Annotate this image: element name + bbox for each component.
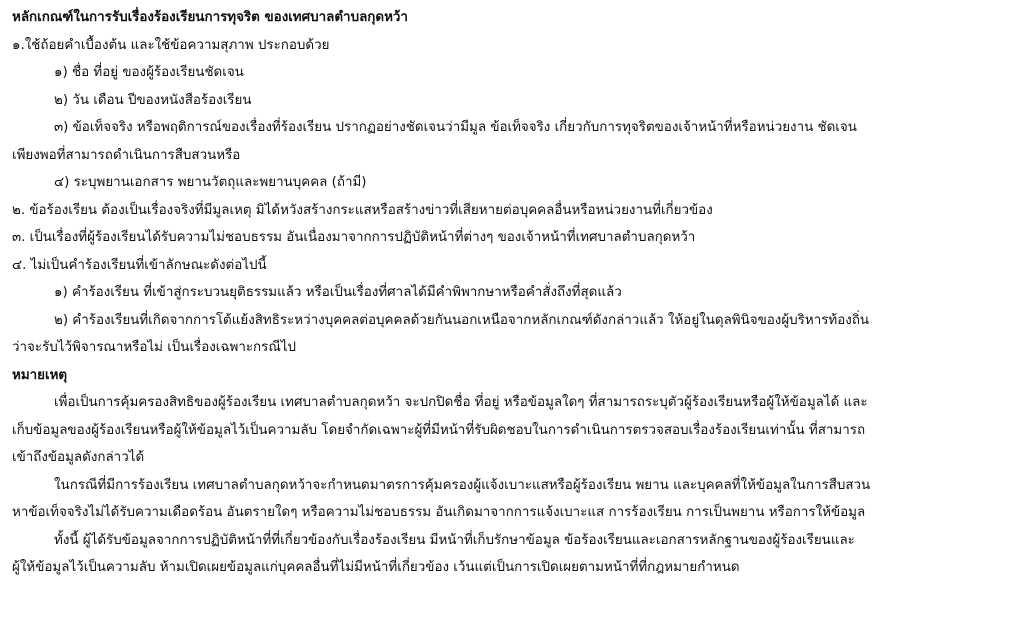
- criterion-4-2-continued: ว่าจะรับไว้พิจารณาหรือไม่ เป็นเรื่องเฉพาะกรณีไป: [12, 340, 297, 355]
- note-paragraph-2-continued: หาข้อเท็จจริงไม่ได้รับความเดือดร้อน อันตรายใดๆ หรือความไม่ชอบธรรม อันเกิดมาจากการแจ้งเบาะแส การร้องเรียน การเป็นพยาน หรือการให้ข้อมูล: [12, 505, 866, 520]
- criterion-1-3: ๓) ข้อเท็จจริง หรือพฤติการณ์ของเรื่องที่ร้องเรียน ปรากฏอย่างชัดเจนว่ามีมูล ข้อเท็จจริง เกี่ยวกับการทุจริตของเจ้าหน้าที่หรือหน่วยงาน ชัดเจน: [54, 120, 857, 135]
- note-heading: หมายเหตุ: [12, 367, 68, 383]
- criterion-4-2: ๒) คำร้องเรียนที่เกิดจากการโต้แย้งสิทธิระหว่างบุคคลต่อบุคคลด้วยกันนอกเหนือจากหลักเกณฑ์ดังกล่าวแล้ว ให้อยู่ในดุลพินิจของผู้บริหารท้องถิ่น: [54, 312, 870, 328]
- criterion-3: ๓. เป็นเรื่องที่ผู้ร้องเรียนได้รับความไม่ชอบธรรม อันเนื่องมาจากการปฏิบัติหน้าที่ต่างๆ ของเจ้าหน้าที่เทศบาลตำบลกุดหว้า: [12, 230, 696, 245]
- criterion-4-1: ๑) คำร้องเรียน ที่เข้าสู่กระบวนยุติธรรมแล้ว หรือเป็นเรื่องที่ศาลได้มีคำพิพากษาหรือคำสั่งถึงที่สุดแล้ว: [54, 285, 622, 300]
- note-paragraph-1: เพื่อเป็นการคุ้มครองสิทธิของผู้ร้องเรียน เทศบาลตำบลกุดหว้า จะปกปิดชื่อ ที่อยู่ หรือข้อมูลใดๆ ที่สามารถระบุตัวผู้ร้องเรียนหรือผู้ให้ข้อมูลได้ และ: [54, 395, 868, 410]
- note-paragraph-2: ในกรณีที่มีการร้องเรียน เทศบาลตำบลกุดหว้าจะกำหนดมาตรการคุ้มครองผู้แจ้งเบาะแสหรือผู้ร้องเรียน พยาน และบุคคลที่ให้ข้อมูลในการสืบสวน: [54, 477, 871, 493]
- note-paragraph-1-continued: เก็บข้อมูลของผู้ร้องเรียนหรือผู้ให้ข้อมูลไว้เป็นความลับ โดยจำกัดเฉพาะผู้ที่มีหน้าที่รับผิดชอบในการดำเนินการตรวจสอบเรื่องร้องเรียนเท่านั้น ที่สามารถ: [12, 422, 866, 438]
- note-paragraph-3: ทั้งนี้ ผู้ได้รับข้อมูลจากการปฏิบัติหน้าที่ที่เกี่ยวข้องกับเรื่องร้องเรียน มีหน้าที่เก็บรักษาข้อมูล ข้อร้องเรียนและเอกสารหลักฐานของผู้ร้องเรียนและ: [54, 532, 855, 548]
- note-paragraph-1-end: เข้าถึงข้อมูลดังกล่าวได้: [12, 450, 145, 465]
- criterion-1-4: ๔) ระบุพยานเอกสาร พยานวัตถุและพยานบุคคล (ถ้ามี): [54, 175, 367, 190]
- document-title: หลักเกณฑ์ในการรับเรื่องร้องเรียนการทุจริต ของเทศบาลตำบลกุดหว้า: [12, 10, 408, 25]
- criterion-1-3-continued: เพียงพอที่สามารถดำเนินการสืบสวนหรือ: [12, 147, 241, 163]
- note-paragraph-3-continued: ผู้ให้ข้อมูลไว้เป็นความลับ ห้ามเปิดเผยข้อมูลแก่บุคคลอื่นที่ไม่มีหน้าที่เกี่ยวข้อง เว้นแต่เป็นการเปิดเผยตามหน้าที่ที่กฎหมายกำหนด: [12, 560, 740, 575]
- criterion-2: ๒. ข้อร้องเรียน ต้องเป็นเรื่องจริงที่มีมูลเหตุ มิได้หวังสร้างกระแสหรือสร้างข่าวที่เสียหายต่อบุคคลอื่นหรือหน่วยงานที่เกี่ยวข้อง: [12, 202, 713, 218]
- criterion-1: ๑.ใช้ถ้อยคำเบื้องต้น และใช้ข้อความสุภาพ ประกอบด้วย: [12, 37, 330, 53]
- criterion-1-1: ๑) ชื่อ ที่อยู่ ของผู้ร้องเรียนชัดเจน: [54, 65, 244, 80]
- criterion-1-2: ๒) วัน เดือน ปีของหนังสือร้องเรียน: [54, 92, 252, 108]
- criterion-4: ๔. ไม่เป็นคำร้องเรียนที่เข้าลักษณะดังต่อไปนี้: [12, 257, 267, 273]
